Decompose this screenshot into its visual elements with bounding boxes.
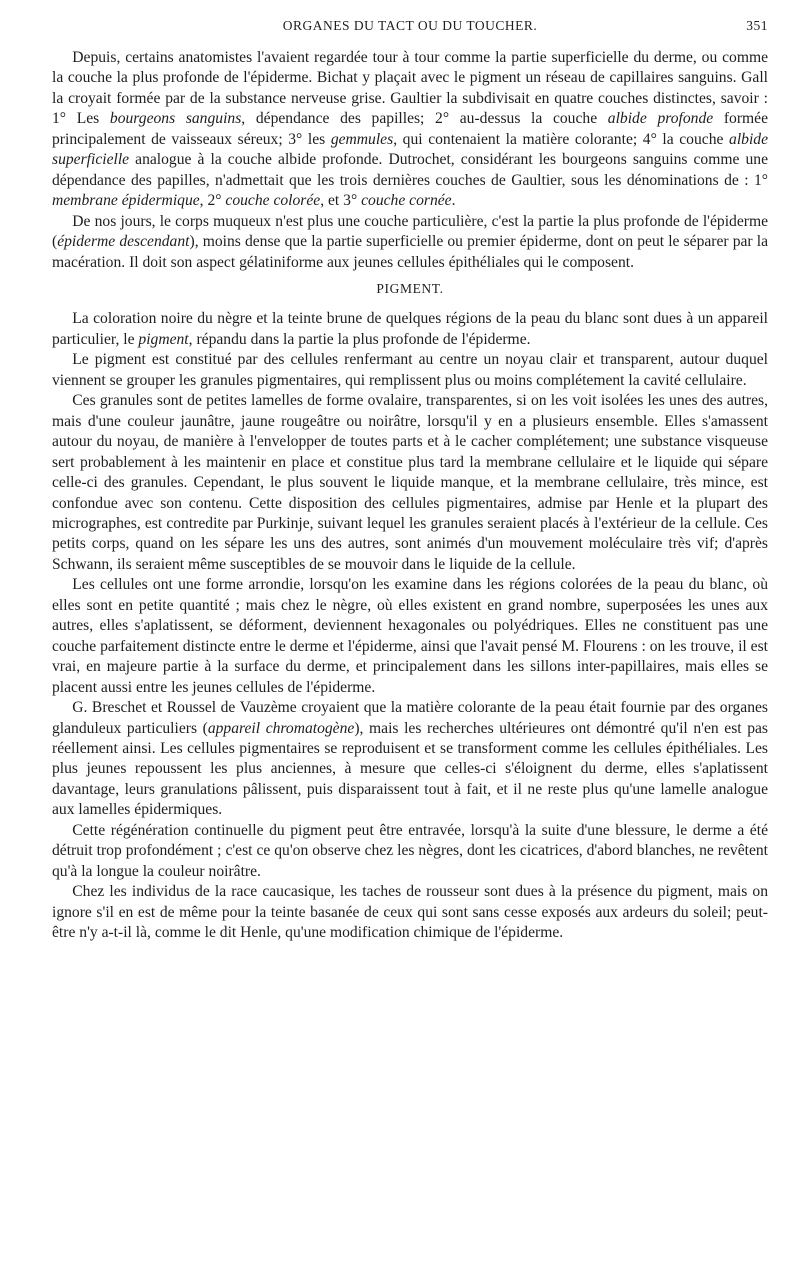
paragraph-cell-shape: Les cellules ont une forme arrondie, lorsqu'on les examine dans les régions colorées de la peau du blanc, où elles sont en petite quantité ; mais chez le nègre, où elles existent en grand nombre, superposées les unes aux autres, elles s'aplatissent, se déforment, deviennent hexagonales ou polyédriques. Elles ne constituent pas une couche parfaitement distincte entre le derme et l'épiderme, ainsi que l'avait pensé M. Flourens : on les trouve, il est vrai, en majeure partie à la surface du derme, et principalement dans les sillons inter-papillaires, mais elles se placent aussi entre les jeunes cellules de l'épiderme. [52, 576, 768, 696]
text-run: , et 3° [320, 192, 362, 210]
text-run: De nos jours, le corps muqueux n'est plus une couche particulière, c'est la partie la plus profonde de l'épiderme ( [52, 212, 768, 251]
term-couche-coloree: couche colorée [225, 192, 321, 210]
text-run: , dépendance des papilles; 2° au-dessus la couche [241, 110, 608, 128]
paragraph-granules: Ces granules sont de petites lamelles de forme ovalaire, transparentes, si on les voit isolées les unes des autres, mais d'une couleur jaunâtre, jaune rougeâtre ou noirâtre, lorsqu'il y en a plusieurs ensemble. Elles s'amassent autour du noyau, de manière à l'envelopper de toutes parts et à le cacher complétement; une substance visqueuse sert probablement à les maintenir en place et constitue plus tard la membrane cellulaire et le liquide qui sépare celle-ci des granules. Cependant, le plus souvent le liquide manque, et la membrane cellulaire, très mince, est confondue avec son contenu. Cette disposition des cellules pigmentaires, admise par Henle et la plupart des micrographes, est contredite par Purkinje, suivant lequel les granules seraient placés à l'extérieur de la cellule. Ces petits corps, quand on les sépare les uns des autres, sont animés d'un mouvement moléculaire très vif; d'après Schwann, ils seraient même susceptibles de se mouvoir dans le liquide de la cellule. [52, 392, 768, 573]
term-appareil-chromatogene: appareil chromatogène [207, 719, 355, 737]
text-run: , répandu dans la partie la plus profonde de l'épiderme. [188, 330, 531, 348]
term-bourgeons-sanguins: bourgeons sanguins [109, 110, 242, 128]
paragraph-corps-muqueux [52, 212, 768, 273]
running-head [52, 18, 768, 48]
term-gemmules: gemmules [330, 130, 394, 148]
paragraph-caucasian-race: Chez les individus de la race caucasique, les taches de rousseur sont dues à la présence du pigment, mais on ignore s'il en est de même pour la teinte basanée de ceux qui sont sans cesse exposés aux ardeurs du soleil; peut-être n'y a-t-il là, comme le dit Henle, qu'une modification chimique de l'épiderme. [52, 883, 768, 942]
text-run: , qui contenaient la matière colorante; 4° la couche [393, 130, 730, 148]
term-couche-cornee: couche cornée [361, 192, 452, 210]
paragraph-gaultier-layers [52, 48, 768, 212]
paragraph-regeneration: Cette régénération continuelle du pigment peut être entravée, lorsqu'à la suite d'une blessure, le derme a été détruit trop profondément ; c'est ce qu'on observe chez les nègres, dont les cicatrices, d'abord blanches, ne revêtent qu'à la longue la couleur noirâtre. [52, 821, 768, 880]
text-run: G. Breschet et Roussel de Vauzème croyaient que la matière colorante de la peau était fournie par des organes glanduleux particuliers ( [52, 699, 768, 737]
body-text [52, 48, 768, 943]
paragraph-breschet [52, 698, 768, 821]
term-pigment: pigment [138, 330, 189, 348]
text-run: La coloration noire du nègre et la teinte brune de quelques régions de la peau du blanc sont dues à un appareil particulier, le [52, 310, 768, 348]
term-epiderme-descendant: épiderme descendant [57, 233, 190, 251]
page-number: 351 [746, 18, 768, 33]
text-run: formée principalement de vaisseaux séreux; 3° les [52, 110, 768, 148]
paragraph-pigment-intro [52, 309, 768, 350]
text-run: Depuis, certains anatomistes l'avaient regardée tour à tour comme la partie superficielle du derme, ou comme la couche la plus profonde de l'épiderme. Bichat y plaçait avec le pigment un réseau de capillaires sanguins. Gall la croyait formée par de la substance nerveuse grise. Gaultier la subdivisait en quatre couches distinctes, savoir : 1° Les [52, 49, 768, 128]
text-run: ), mais les recherches ultérieures ont démontré qu'il n'en est pas réellement ainsi. Les cellules pigmentaires se reproduisent et se transforment comme les cellules épithéliales. Les plus jeunes repoussent les plus anciennes, à mesure que celles-ci s'éloignent du derme, elles s'aplatissent davantage, leurs granulations pâlissent, puis disparaissent tout à fait, et il ne reste plus qu'une lamelle analogue aux lamelles épidermiques. [52, 719, 768, 819]
section-heading-pigment: PIGMENT. [376, 280, 444, 296]
text-run: , 2° [199, 192, 226, 210]
term-albide-profonde: albide profonde [607, 110, 714, 128]
book-page [52, 0, 768, 1282]
running-title: ORGANES DU TACT OU DU TOUCHER. [282, 18, 538, 33]
text-run: . [451, 192, 456, 210]
paragraph-pigment-cells: Le pigment est constitué par des cellules renfermant au centre un noyau clair et transparent, autour duquel viennent se grouper les granules pigmentaires, qui remplissent plus ou moins complétement la cavité cellulaire. [52, 351, 768, 389]
term-albide-superficielle: albide superficielle [52, 130, 768, 169]
text-run: analogue à la couche albide profonde. Dutrochet, considérant les bourgeons sanguins comme une dépendance des papilles, n'admettait que les trois dernières couches de Gaultier, sous les dénominations de : 1° [52, 151, 768, 189]
term-membrane-epidermique: membrane épidermique [52, 192, 200, 210]
text-run: ), moins dense que la partie superficielle ou premier épiderme, dont on peut le séparer par la macération. Il doit son aspect gélatiniforme aux jeunes cellules épithéliales qui le composent. [52, 233, 768, 271]
